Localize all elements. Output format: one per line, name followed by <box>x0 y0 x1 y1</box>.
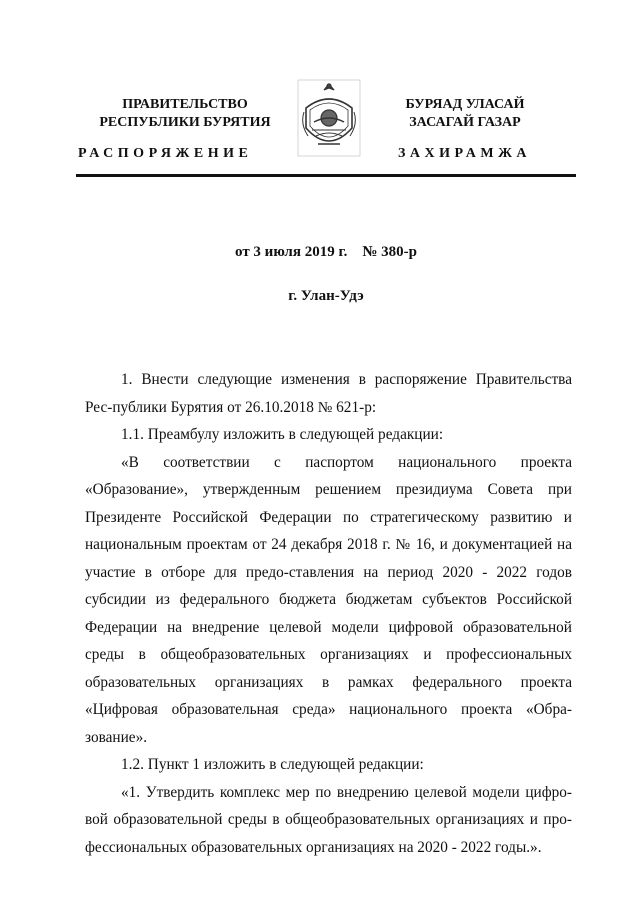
issuer-line-2: РЕСПУБЛИКИ БУРЯТИЯ <box>99 115 271 130</box>
paragraph: 1.1. Преамбулу изложить в следующей редакции: <box>121 426 444 443</box>
issuer-name-buryat <box>375 96 555 132</box>
document-type-buryat: ЗАХИРАМЖА <box>398 146 532 161</box>
issuer-line-2: ЗАСАГАЙ ГАЗАР <box>409 115 521 130</box>
paragraph: 1. Внести следующие изменения в распоряжение Правительства Рес-публики Бурятия от 26.10.2018 № 621-р: <box>85 371 572 416</box>
header-divider <box>76 174 576 177</box>
document-body <box>85 366 572 861</box>
document-date-number: от 3 июля 2019 г. № 380-р <box>235 244 417 260</box>
document-type-russian: РАСПОРЯЖЕНИЕ <box>78 146 253 161</box>
paragraph: «1. Утвердить комплекс мер по внедрению целевой модели цифро-вой образовательной среды в общеобразовательных организациях и про-фессиональных образовательных организациях на 2020 - 2022 годы.». <box>85 783 572 856</box>
issuer-line-1: ПРАВИТЕЛЬСТВО <box>122 97 248 112</box>
paragraph: 1.2. Пункт 1 изложить в следующей редакции: <box>121 756 424 773</box>
document-city: г. Улан-Удэ <box>288 288 364 304</box>
paragraph: «В соответствии с паспортом национального проекта «Образование», утвержденным решением президиума Совета при Президенте Российской Федерации по стратегическому развитию и национальным проектам от 24 декабря 2018 г. № 16, и документацией на участие в отборе для предо-ставления на период 2020 - 2022 годов субсидии из федерального бюджета бюджетам субъектов Российской Федерации на внедрение целевой модели цифровой образовательной среды в общеобразовательных организациях и профессиональных образовательных организациях в рамках федерального проекта «Цифровая образовательная среда» национального проекта «Обра-зование». <box>85 453 572 746</box>
issuer-line-1: БУРЯАД УЛАСАЙ <box>405 97 525 112</box>
coat-of-arms-icon <box>296 78 362 158</box>
issuer-name-russian <box>95 96 275 132</box>
